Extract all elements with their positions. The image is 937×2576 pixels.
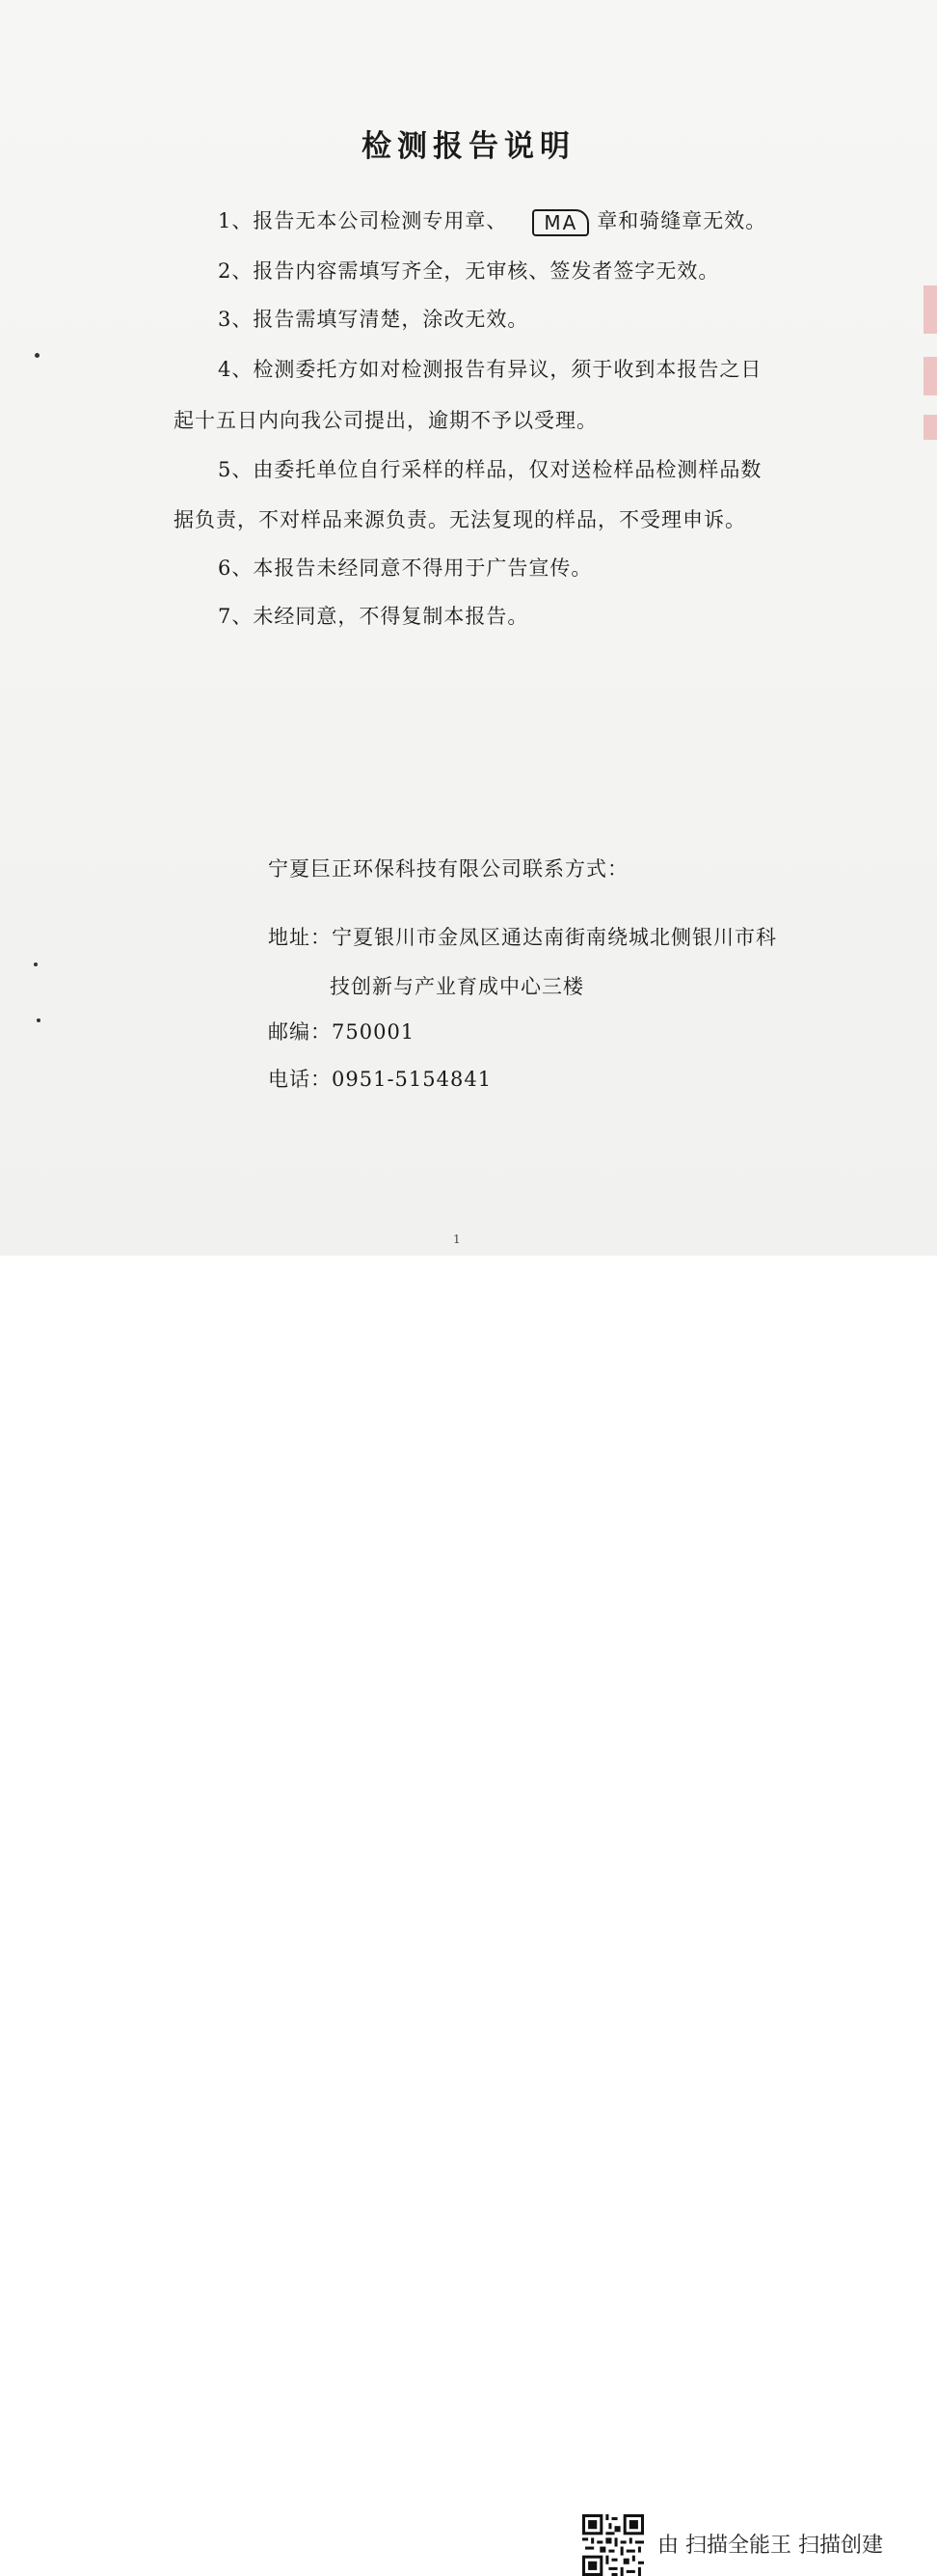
item-2: 2、报告内容需填写齐全，无审核、签发者签字无效。 — [218, 259, 720, 283]
item-5-continued: 据负责，不对样品来源负责。无法复现的样品，不受理申诉。 — [174, 508, 746, 531]
contact-heading: 宁夏巨正环保科技有限公司联系方式： — [268, 857, 629, 881]
binding-hole-mark — [37, 1018, 40, 1022]
seal-edge-mark — [924, 357, 937, 395]
document-page — [0, 0, 937, 1256]
ma-seal-badge: MA — [532, 209, 589, 236]
document-title: 检测报告说明 — [361, 129, 576, 164]
address-label: 地址： — [268, 926, 332, 949]
item-5: 5、由委托单位自行采样的样品，仅对送检样品检测样品数 — [218, 458, 763, 481]
phone-label: 电话： — [268, 1068, 332, 1091]
item-1 — [218, 206, 766, 236]
seal-edge-mark — [924, 415, 937, 440]
address-line2: 技创新与产业育成中心三楼 — [330, 975, 584, 998]
address-line1: 宁夏银川市金凤区通达南街南绕城北侧银川市科 — [332, 926, 777, 949]
scanner-credit-text: 由 扫描全能王 扫描创建 — [657, 2534, 883, 2558]
item-1-text: 1、报告无本公司检测专用章、 — [218, 209, 508, 232]
item-6: 6、本报告未经同意不得用于广告宣传。 — [218, 556, 593, 580]
page-number: 1 — [453, 1233, 461, 1246]
postcode-value: 750001 — [332, 1020, 415, 1044]
item-3: 3、报告需填写清楚，涂改无效。 — [218, 308, 529, 331]
scanner-footer — [0, 1256, 937, 2558]
phone-value: 0951-5154841 — [332, 1068, 493, 1091]
item-4-continued: 起十五日内向我公司提出，逾期不予以受理。 — [174, 409, 598, 432]
qr-code-icon — [582, 2514, 644, 2576]
binding-hole-mark — [35, 353, 40, 358]
item-4: 4、检测委托方如对检测报告有异议，须于收到本报告之日 — [218, 358, 763, 381]
item-1-text-end: 章和骑缝章无效。 — [597, 209, 767, 232]
phone — [268, 1065, 492, 1094]
binding-hole-mark — [34, 963, 38, 966]
postcode-label: 邮编： — [268, 1020, 332, 1044]
postcode — [268, 1017, 415, 1046]
seal-edge-mark — [924, 285, 937, 334]
address — [268, 923, 777, 952]
item-7: 7、未经同意，不得复制本报告。 — [218, 605, 529, 628]
